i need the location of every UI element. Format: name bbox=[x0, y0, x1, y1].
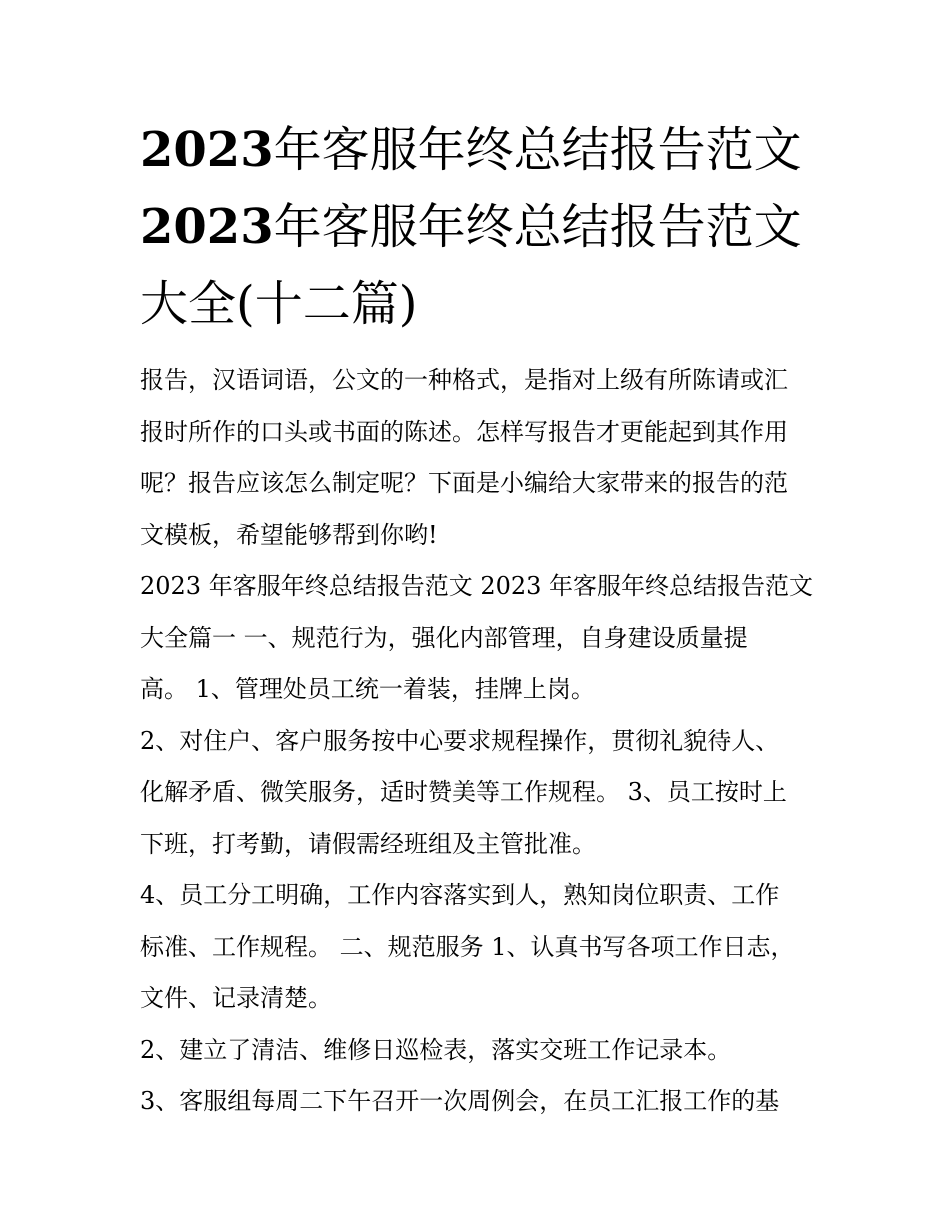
body-line: 高。 1、管理处员工统一着装，挂牌上岗。 bbox=[140, 675, 595, 703]
title-text: 年客服年终总结报告范文 bbox=[273, 122, 802, 178]
document-body bbox=[140, 355, 820, 1128]
title-text: 年客服年终总结报告范文 bbox=[273, 199, 802, 255]
body-line: 报告，汉语词语，公文的一种格式，是指对上级有所陈请或汇 bbox=[140, 366, 788, 394]
body-line: 3、客服组每周二下午召开一次周例会，在员工汇报工作的基 bbox=[140, 1087, 780, 1115]
body-line: 化解矛盾、微笑服务，适时赞美等工作规程。 3、员工按时上 bbox=[140, 778, 787, 806]
body-line: 呢？报告应该怎么制定呢？下面是小编给大家带来的报告的范 bbox=[140, 469, 788, 497]
body-line: 文件、记录清楚。 bbox=[140, 984, 332, 1012]
body-line: 下班，打考勤，请假需经班组及主管批准。 bbox=[140, 829, 596, 858]
title-line-3: 大全(十二篇) bbox=[140, 276, 418, 332]
title-line-2 bbox=[140, 189, 840, 266]
body-line: 报时所作的口头或书面的陈述。怎样写报告才更能起到其作用 bbox=[140, 417, 788, 446]
title-line-1 bbox=[140, 112, 840, 189]
body-line: 2、对住户、客户服务按中心要求规程操作，贯彻礼貌待人、 bbox=[140, 726, 780, 755]
document-title bbox=[140, 112, 840, 343]
title-year: 2023 bbox=[140, 122, 274, 178]
body-line: 大全篇一 一、规范行为，强化内部管理，自身建设质量提 bbox=[140, 623, 748, 652]
title-year: 2023 bbox=[140, 199, 274, 255]
body-line: 2、建立了清洁、维修日巡检表，落实交班工作记录本。 bbox=[140, 1035, 732, 1064]
body-line: 标准、工作规程。 二、规范服务 1、认真书写各项工作日志， bbox=[140, 932, 795, 961]
body-line: 文模板，希望能够帮到你哟! bbox=[140, 520, 438, 549]
body-line: 4、员工分工明确，工作内容落实到人，熟知岗位职责、工作 bbox=[140, 881, 780, 909]
body-line: 2023 年客服年终总结报告范文 2023 年客服年终总结报告范文 bbox=[140, 572, 814, 600]
